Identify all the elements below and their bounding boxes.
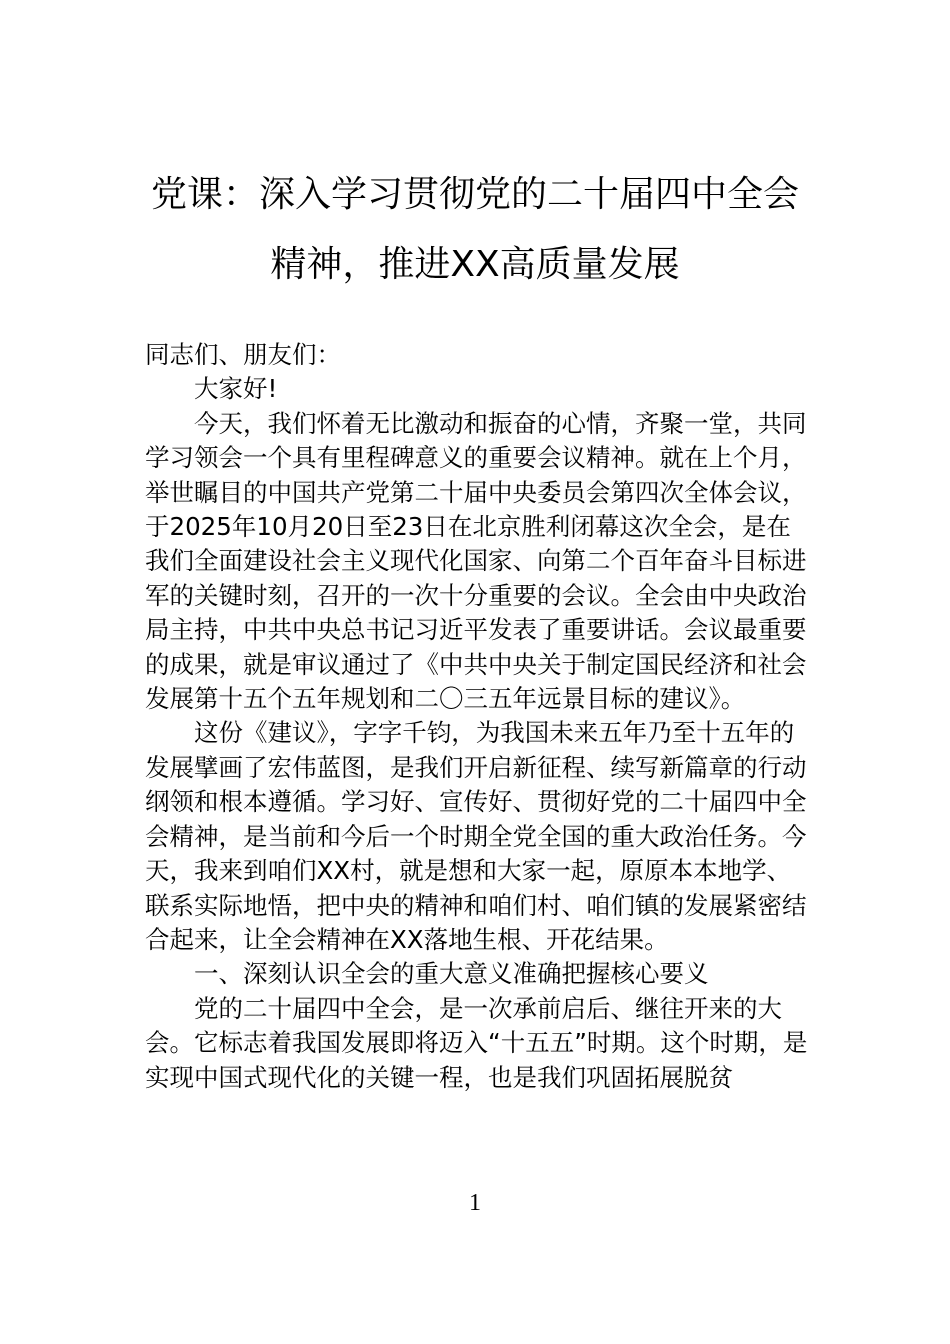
page-number: 1 [469,1190,481,1216]
section-heading: 一、深刻认识全会的重大意义准确把握核心要义 [194,959,709,989]
document-title-line-1: 党课：深入学习贯彻党的二十届四中全会 [150,174,799,215]
section-paragraph: 党的二十届四中全会，是一次承前启后、继往开来的大会。它标志着我国发展即将迈入“十五五”时期。这个时期，是实现中国式现代化的关键一程，也是我们巩固拓展脱贫 [145,993,808,1092]
document-title-line-2: 精神，推进XX高质量发展 [270,244,680,285]
salutation: 同志们、朋友们： [145,340,341,369]
document-body [145,338,815,1095]
paragraph-2: 这份《建议》，字字千钧，为我国未来五年乃至十五年的发展擘画了宏伟蓝图，是我们开启新征程、续写新篇章的行动纲领和根本遵循。学习好、宣传好、贯彻好党的二十届四中全会精神，是当前和今后一个时期全党全国的重大政治任务。今天，我来到咱们XX村，就是想和大家一起，原原本本地学、联系实际地悟，把中央的精神和咱们村、咱们镇的发展紧密结合起来，让全会精神在XX落地生根、开花结果。 [145,718,807,954]
greeting: 大家好! [194,374,278,404]
paragraph-1: 今天，我们怀着无比激动和振奋的心情，齐聚一堂，共同学习领会一个具有里程碑意义的重要会议精神。就在上个月，举世瞩目的中国共产党第二十届中央委员会第四次全体会议，于2025年10月20日至23日在北京胜利闭幕这次全会，是在我们全面建设社会主义现代化国家、向第二个百年奋斗目标进军的关键时刻，召开的一次十分重要的会议。全会由中央政治局主持，中共中央总书记习近平发表了重要讲话。会议最重要的成果，就是审议通过了《中共中央关于制定国民经济和社会发展第十五个五年规划和二〇三五年远景目标的建议》。 [145,408,807,714]
